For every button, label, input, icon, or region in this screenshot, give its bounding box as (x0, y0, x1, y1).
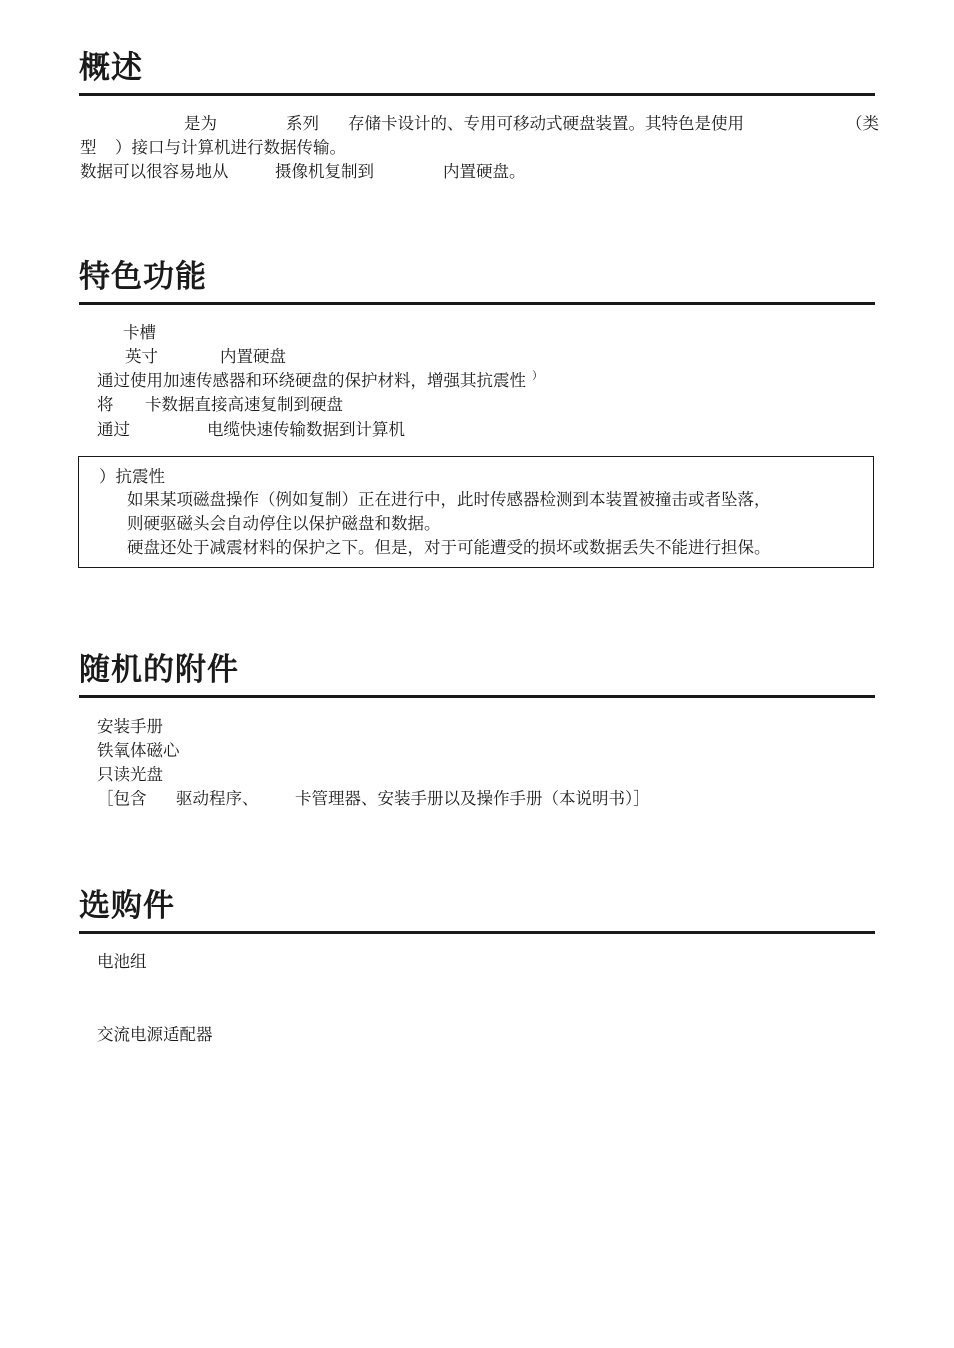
note-text: 硬盘还处于减震材料的保护之下。但是，对于可能遭受的损坏或数据丢失不能进行担保。 (127, 538, 771, 557)
overview-text: 是为 (184, 114, 217, 133)
feature-item: 将 (97, 395, 114, 414)
accessory-contents: ［包含 (97, 789, 147, 808)
footnote-mark: ） (532, 369, 543, 382)
feature-item-text: 通过使用加速传感器和环绕硬盘的保护材料，增强其抗震性 (97, 371, 526, 390)
accessory-item: 只读光盘 (97, 765, 163, 784)
feature-item: 电缆快速传输数据到计算机 (207, 420, 405, 439)
feature-item (97, 369, 543, 390)
overview-text: 数据可以很容易地从 (80, 162, 229, 181)
section-title-features: 特色功能 (79, 259, 207, 295)
note-text: 如果某项磁盘操作（例如复制）正在进行中，此时传感器检测到本装置被撞击或者坠落， (127, 490, 771, 509)
feature-item: 英寸 (125, 347, 158, 366)
option-item: 交流电源适配器 (97, 1025, 213, 1044)
overview-text: （类 (846, 114, 879, 133)
section-divider (79, 931, 875, 934)
overview-text: ）接口与计算机进行数据传输。 (115, 138, 346, 157)
feature-item: 通过 (97, 420, 130, 439)
overview-text: 内置硬盘。 (443, 162, 526, 181)
section-divider (79, 302, 875, 305)
section-divider (79, 93, 875, 96)
accessory-contents: 驱动程序、 (176, 789, 259, 808)
section-title-accessories: 随机的附件 (79, 652, 239, 688)
overview-text: 存储卡设计的、专用可移动式硬盘装置。其特色是使用 (348, 114, 744, 133)
overview-text: 型 (80, 138, 97, 157)
feature-item: 卡数据直接高速复制到硬盘 (145, 395, 343, 414)
overview-text: 系列 (286, 114, 319, 133)
note-heading: ）抗震性 (99, 467, 165, 486)
section-title-options: 选购件 (79, 888, 175, 924)
section-title-overview: 概述 (79, 50, 143, 86)
feature-item: 内置硬盘 (220, 347, 286, 366)
feature-item: 卡槽 (123, 323, 156, 342)
note-text: 则硬驱磁头会自动停住以保护磁盘和数据。 (127, 514, 441, 533)
option-item: 电池组 (97, 952, 147, 971)
section-divider (79, 695, 875, 698)
overview-text: 摄像机复制到 (275, 162, 374, 181)
accessory-item: 安装手册 (97, 717, 163, 736)
accessory-contents: 卡管理器、安装手册以及操作手册（本说明书）］ (295, 789, 650, 808)
accessory-item: 铁氧体磁心 (97, 741, 180, 760)
